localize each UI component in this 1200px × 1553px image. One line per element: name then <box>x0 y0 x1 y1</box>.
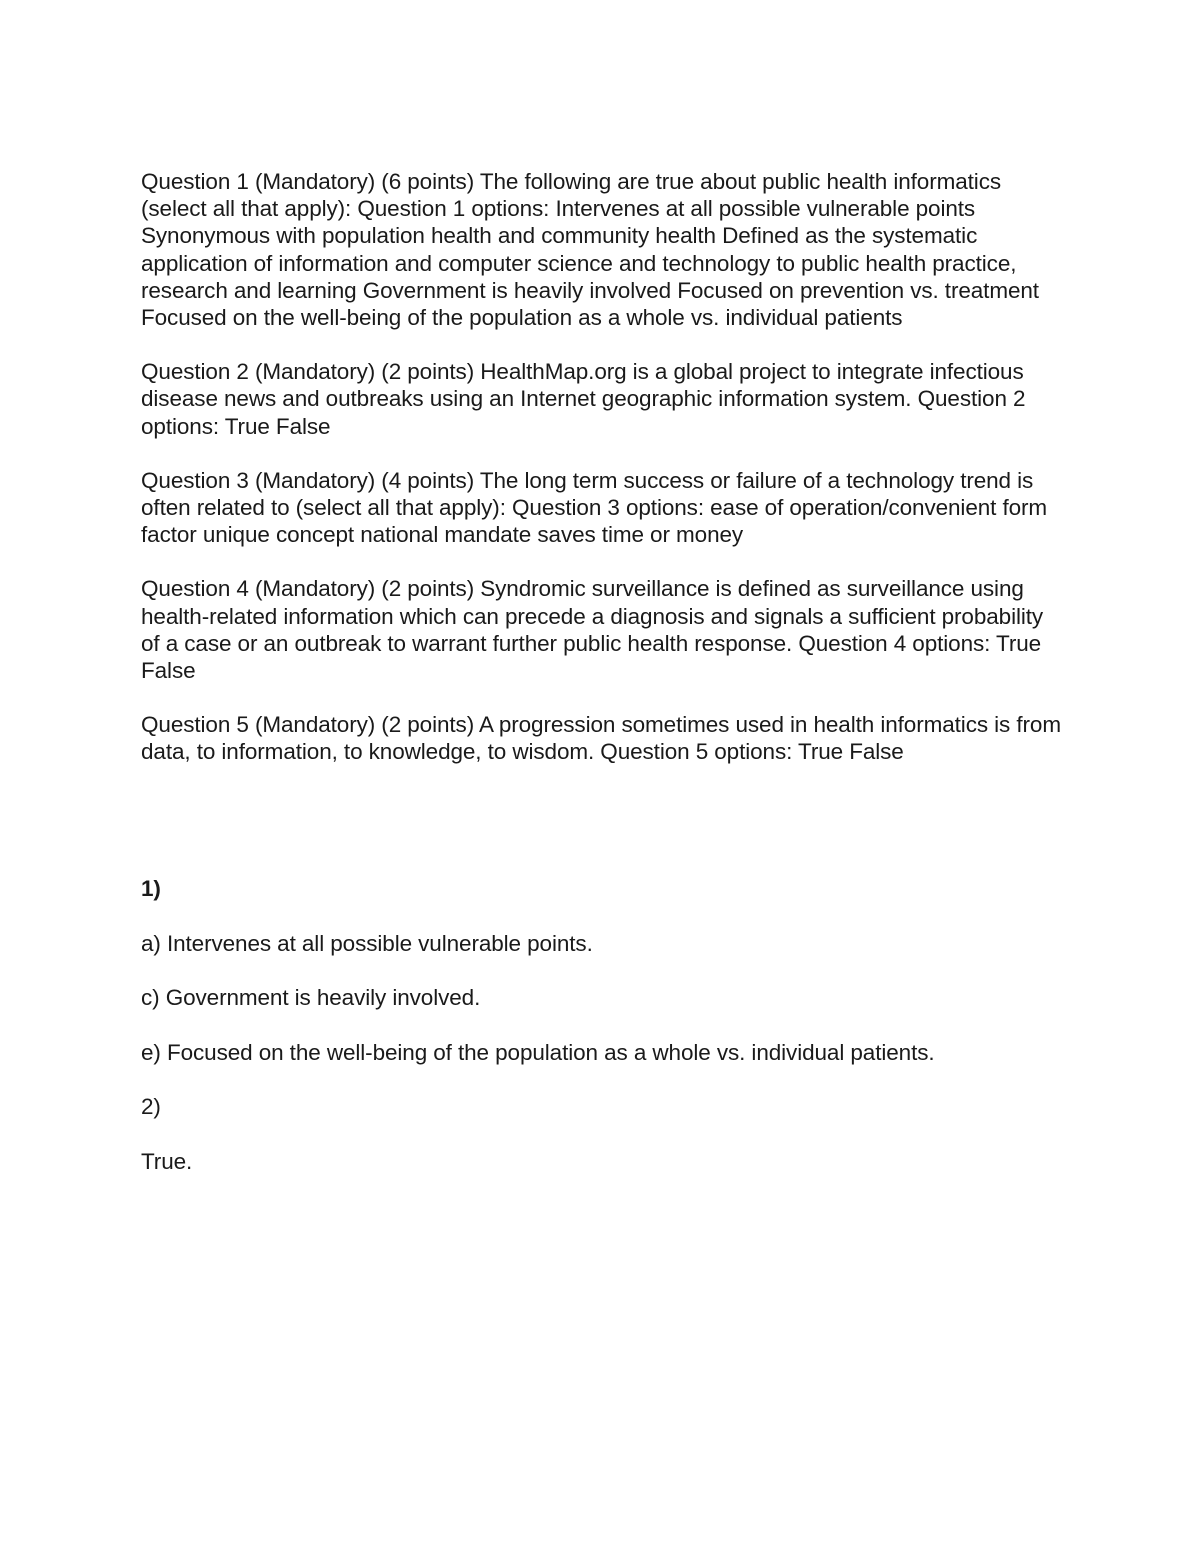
answer-1-option-c: c) Government is heavily involved. <box>141 985 481 1011</box>
question-4-text: Question 4 (Mandatory) (2 points) Syndromic surveillance is defined as surveillance using health-related information which can precede a diagnosis and signals a sufficient probability of a case or an outbreak to warrant further public health response. Question 4 options: True False <box>141 576 1044 684</box>
question-3-text: Question 3 (Mandatory) (4 points) The long term success or failure of a technology trend is often related to (select all that apply): Question 3 options: ease of operation/convenient form factor unique concept national mandate saves time or money <box>141 467 1048 548</box>
question-1-text: Question 1 (Mandatory) (6 points) The following are true about public health informatics (select all that apply): Question 1 options: Intervenes at all possible vulnerable points Synonymous with population health and community health Defined as the systematic application of information and computer science and technology to public health practice, research and learning Government is heavily involved Focused on prevention vs. treatment Focused on the well-being of the population as a whole vs. individual patients <box>141 169 1039 331</box>
answer-1-option-a: a) Intervenes at all possible vulnerable points. <box>141 930 593 956</box>
answer-1-option-e: e) Focused on the well-being of the population as a whole vs. individual patients. <box>141 1039 935 1065</box>
question-2-text: Question 2 (Mandatory) (2 points) HealthMap.org is a global project to integrate infectious disease news and outbreaks using an Internet geographic information system. Question 2 options: True False <box>141 359 1026 439</box>
question-5-text: Question 5 (Mandatory) (2 points) A progression sometimes used in health informatics is from data, to information, to knowledge, to wisdom. Question 5 options: True False <box>141 712 1061 765</box>
questions-section <box>141 168 1061 793</box>
answers-section <box>141 875 1061 1203</box>
answer-2-value: True. <box>141 1148 193 1174</box>
answer-2-number: 2) <box>141 1094 161 1120</box>
answer-1-number: 1) <box>141 876 161 901</box>
